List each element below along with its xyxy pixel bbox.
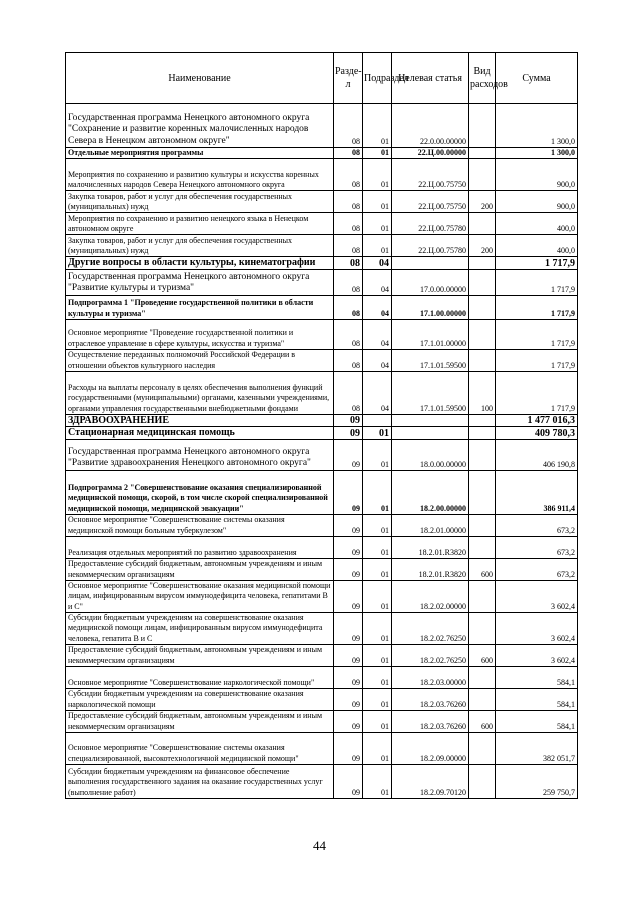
row-subsection: 01 (363, 612, 392, 644)
row-target: 18.2.02.76250 (392, 644, 469, 666)
row-expense (469, 319, 496, 349)
row-sum: 386 911,4 (496, 470, 578, 514)
row-expense (469, 612, 496, 644)
row-expense (469, 732, 496, 764)
header-subsection: Подраздел (363, 53, 392, 104)
row-subsection: 04 (363, 295, 392, 319)
row-target: 17.1.01.59500 (392, 349, 469, 371)
row-expense: 100 (469, 371, 496, 414)
row-name: Подпрограмма 1 "Проведение государственной политики в области культуры и туризма" (66, 295, 334, 319)
row-target (392, 414, 469, 427)
row-sum: 409 780,3 (496, 427, 578, 440)
header-name: Наименование (66, 53, 334, 104)
row-target: 22.Ц.00.75780 (392, 235, 469, 257)
row-subsection: 01 (363, 644, 392, 666)
table-row (66, 191, 578, 213)
row-name: Предоставление субсидий бюджетным, автономным учреждениям и иным некоммерческим организациям (66, 644, 334, 666)
row-section: 09 (334, 580, 363, 612)
row-expense (469, 514, 496, 536)
row-sum: 900,0 (496, 159, 578, 191)
row-section: 08 (334, 295, 363, 319)
row-sum: 1 717,9 (496, 319, 578, 349)
row-sum: 1 717,9 (496, 371, 578, 414)
row-sum: 400,0 (496, 213, 578, 235)
table-row (66, 295, 578, 319)
table-row (66, 470, 578, 514)
row-sum: 1 717,9 (496, 269, 578, 295)
table-row (66, 558, 578, 580)
row-expense (469, 764, 496, 798)
row-target: 18.2.02.00000 (392, 580, 469, 612)
row-subsection: 04 (363, 371, 392, 414)
row-subsection: 01 (363, 514, 392, 536)
row-sum: 259 750,7 (496, 764, 578, 798)
row-section: 09 (334, 427, 363, 440)
row-name: Мероприятия по сохранению и развитию культуры и искусства коренных малочисленных народов Севера Ненецкого автономного округа (66, 159, 334, 191)
row-section: 08 (334, 349, 363, 371)
table-row (66, 514, 578, 536)
row-section: 08 (334, 148, 363, 159)
row-target: 18.2.01.R3820 (392, 558, 469, 580)
row-subsection: 04 (363, 349, 392, 371)
row-subsection: 01 (363, 148, 392, 159)
row-name: Стационарная медицинская помощь (66, 427, 334, 440)
row-target: 22.0.00.00000 (392, 104, 469, 148)
row-section: 09 (334, 470, 363, 514)
row-name: Реализация отдельных мероприятий по развитию здравоохранения (66, 536, 334, 558)
row-sum: 400,0 (496, 235, 578, 257)
row-sum: 406 190,8 (496, 439, 578, 470)
row-target: 22.Ц.00.75780 (392, 213, 469, 235)
header-target: Целевая статья (392, 53, 469, 104)
row-name: Осуществление переданных полномочий Российской Федерации в отношении объектов культурного наследия (66, 349, 334, 371)
row-section: 09 (334, 732, 363, 764)
row-expense: 200 (469, 191, 496, 213)
row-subsection: 01 (363, 666, 392, 688)
row-section: 08 (334, 159, 363, 191)
row-expense (469, 666, 496, 688)
row-subsection (363, 414, 392, 427)
row-sum: 584,1 (496, 666, 578, 688)
row-sum: 382 051,7 (496, 732, 578, 764)
row-target: 17.0.00.00000 (392, 269, 469, 295)
row-section: 08 (334, 371, 363, 414)
table-row (66, 427, 578, 440)
row-subsection: 01 (363, 427, 392, 440)
row-target: 22.Ц.00.75750 (392, 191, 469, 213)
row-name: Основное мероприятие "Совершенствование наркологической помощи" (66, 666, 334, 688)
row-expense (469, 580, 496, 612)
row-target: 18.2.03.76260 (392, 710, 469, 732)
row-section: 09 (334, 612, 363, 644)
row-name: Расходы на выплаты персоналу в целях обеспечения выполнения функций государственными (муниципальными) органами, казенными учреждениями, органами управления государственными внебюджетными фондами (66, 371, 334, 414)
row-name: Основное мероприятие "Проведение государственной политики и отраслевое управление в сфере культуры, искусства и туризма" (66, 319, 334, 349)
row-name: Другие вопросы в области культуры, кинематографии (66, 257, 334, 270)
row-subsection: 01 (363, 191, 392, 213)
row-expense (469, 470, 496, 514)
table-row (66, 764, 578, 798)
row-sum: 1 300,0 (496, 104, 578, 148)
table-row (66, 319, 578, 349)
row-subsection: 01 (363, 470, 392, 514)
table-row (66, 688, 578, 710)
row-target: 17.1.01.59500 (392, 371, 469, 414)
header-section: Раздел (334, 53, 363, 104)
row-subsection: 01 (363, 104, 392, 148)
row-section: 09 (334, 764, 363, 798)
row-section: 08 (334, 235, 363, 257)
row-expense (469, 427, 496, 440)
row-target: 18.2.01.00000 (392, 514, 469, 536)
row-subsection: 04 (363, 269, 392, 295)
row-expense: 600 (469, 710, 496, 732)
row-name: Основное мероприятие "Совершенствование системы оказания медицинской помощи больным туберкулезом" (66, 514, 334, 536)
row-name: Субсидии бюджетным учреждениям на совершенствование оказания медицинской помощи лицам, инфицированным вирусом иммунодефицита человека, гепатита В и С (66, 612, 334, 644)
row-sum: 1 717,9 (496, 295, 578, 319)
row-subsection: 01 (363, 732, 392, 764)
row-name: Закупка товаров, работ и услуг для обеспечения государственных (муниципальных) нужд (66, 191, 334, 213)
row-target: 22.Ц.00.75750 (392, 159, 469, 191)
row-section: 08 (334, 191, 363, 213)
row-sum: 1 300,0 (496, 148, 578, 159)
table-row (66, 213, 578, 235)
row-sum: 673,2 (496, 514, 578, 536)
row-name: Отдельные мероприятия программы (66, 148, 334, 159)
row-name: Предоставление субсидий бюджетным, автономным учреждениям и иным некоммерческим организациям (66, 558, 334, 580)
table-row (66, 269, 578, 295)
row-expense (469, 536, 496, 558)
row-target: 17.1.01.00000 (392, 319, 469, 349)
row-subsection: 01 (363, 439, 392, 470)
table-row (66, 349, 578, 371)
row-subsection: 01 (363, 558, 392, 580)
row-target: 18.0.00.00000 (392, 439, 469, 470)
row-name: Субсидии бюджетным учреждениям на совершенствование оказания наркологической помощи (66, 688, 334, 710)
row-target: 17.1.00.00000 (392, 295, 469, 319)
table-row (66, 439, 578, 470)
table-row (66, 159, 578, 191)
row-sum: 1 717,9 (496, 257, 578, 270)
table-row (66, 612, 578, 644)
row-section: 08 (334, 104, 363, 148)
row-section: 09 (334, 514, 363, 536)
row-sum: 673,2 (496, 558, 578, 580)
row-name: Государственная программа Ненецкого автономного округа "Развитие здравоохранения Ненецкого автономного округа" (66, 439, 334, 470)
table-row (66, 710, 578, 732)
table-row (66, 666, 578, 688)
row-expense: 600 (469, 644, 496, 666)
row-name: Государственная программа Ненецкого автономного округа "Сохранение и развитие коренных малочисленных народов Севера в Ненецком автономном округе" (66, 104, 334, 148)
row-name: Предоставление субсидий бюджетным, автономным учреждениям и иным некоммерческим организациям (66, 710, 334, 732)
row-subsection: 01 (363, 710, 392, 732)
row-target: 18.2.09.00000 (392, 732, 469, 764)
row-expense (469, 257, 496, 270)
table-row (66, 371, 578, 414)
row-target: 22.Ц.00.00000 (392, 148, 469, 159)
row-section: 08 (334, 257, 363, 270)
row-expense (469, 159, 496, 191)
row-target: 18.2.03.00000 (392, 666, 469, 688)
row-subsection: 01 (363, 764, 392, 798)
row-sum: 3 602,4 (496, 644, 578, 666)
row-name: ЗДРАВООХРАНЕНИЕ (66, 414, 334, 427)
row-name: Мероприятия по сохранению и развитию ненецкого языка в Ненецком автономном округе (66, 213, 334, 235)
row-expense (469, 688, 496, 710)
table-row (66, 414, 578, 427)
row-sum: 584,1 (496, 710, 578, 732)
row-name: Государственная программа Ненецкого автономного округа "Развитие культуры и туризма" (66, 269, 334, 295)
page-number: 44 (313, 838, 326, 853)
table-row (66, 536, 578, 558)
table-row (66, 644, 578, 666)
row-target: 18.2.01.R3820 (392, 536, 469, 558)
row-section: 08 (334, 213, 363, 235)
row-subsection: 01 (363, 159, 392, 191)
table-row (66, 732, 578, 764)
row-expense (469, 439, 496, 470)
header-sum: Сумма (496, 53, 578, 104)
row-target: 18.2.00.00000 (392, 470, 469, 514)
row-section: 09 (334, 666, 363, 688)
row-expense (469, 213, 496, 235)
row-name: Подпрограмма 2 "Совершенствование оказания специализированной медицинской помощи, скорой, в том числе скорой специализированной медицинской помощи, медицинской эвакуации" (66, 470, 334, 514)
row-target (392, 257, 469, 270)
row-subsection: 01 (363, 580, 392, 612)
row-target: 18.2.03.76260 (392, 688, 469, 710)
row-sum: 673,2 (496, 536, 578, 558)
row-name: Основное мероприятие "Совершенствование оказания медицинской помощи лицам, инфицированным вирусом иммунодефицита человека, гепатитами В и С" (66, 580, 334, 612)
row-subsection: 04 (363, 319, 392, 349)
row-subsection: 01 (363, 536, 392, 558)
row-expense (469, 269, 496, 295)
table-row (66, 148, 578, 159)
row-subsection: 01 (363, 688, 392, 710)
row-name: Основное мероприятие "Совершенствование системы оказания специализированной, высокотехнологичной медицинской помощи" (66, 732, 334, 764)
row-section: 09 (334, 688, 363, 710)
row-target (392, 427, 469, 440)
table-row (66, 235, 578, 257)
table-row (66, 257, 578, 270)
header-expense: Вид расходов (469, 53, 496, 104)
header-row (66, 53, 578, 104)
row-target: 18.2.09.70120 (392, 764, 469, 798)
row-section: 09 (334, 439, 363, 470)
row-section: 08 (334, 319, 363, 349)
row-expense (469, 104, 496, 148)
row-sum: 3 602,4 (496, 580, 578, 612)
table-row (66, 104, 578, 148)
row-sum: 900,0 (496, 191, 578, 213)
row-section: 09 (334, 558, 363, 580)
row-subsection: 04 (363, 257, 392, 270)
row-expense: 200 (469, 235, 496, 257)
row-section: 09 (334, 536, 363, 558)
row-name: Субсидии бюджетным учреждениям на финансовое обеспечение выполнения государственного задания на оказание государственных услуг (выполнение работ) (66, 764, 334, 798)
row-subsection: 01 (363, 213, 392, 235)
row-section: 09 (334, 644, 363, 666)
row-expense (469, 148, 496, 159)
row-sum: 1 717,9 (496, 349, 578, 371)
row-expense (469, 295, 496, 319)
row-sum: 3 602,4 (496, 612, 578, 644)
row-subsection: 01 (363, 235, 392, 257)
row-section: 09 (334, 710, 363, 732)
row-expense (469, 414, 496, 427)
row-name: Закупка товаров, работ и услуг для обеспечения государственных (муниципальных) нужд (66, 235, 334, 257)
budget-table (65, 52, 578, 799)
row-expense (469, 349, 496, 371)
table-row (66, 580, 578, 612)
row-sum: 584,1 (496, 688, 578, 710)
row-section: 08 (334, 269, 363, 295)
row-sum: 1 477 016,3 (496, 414, 578, 427)
row-target: 18.2.02.76250 (392, 612, 469, 644)
row-section: 09 (334, 414, 363, 427)
row-expense: 600 (469, 558, 496, 580)
